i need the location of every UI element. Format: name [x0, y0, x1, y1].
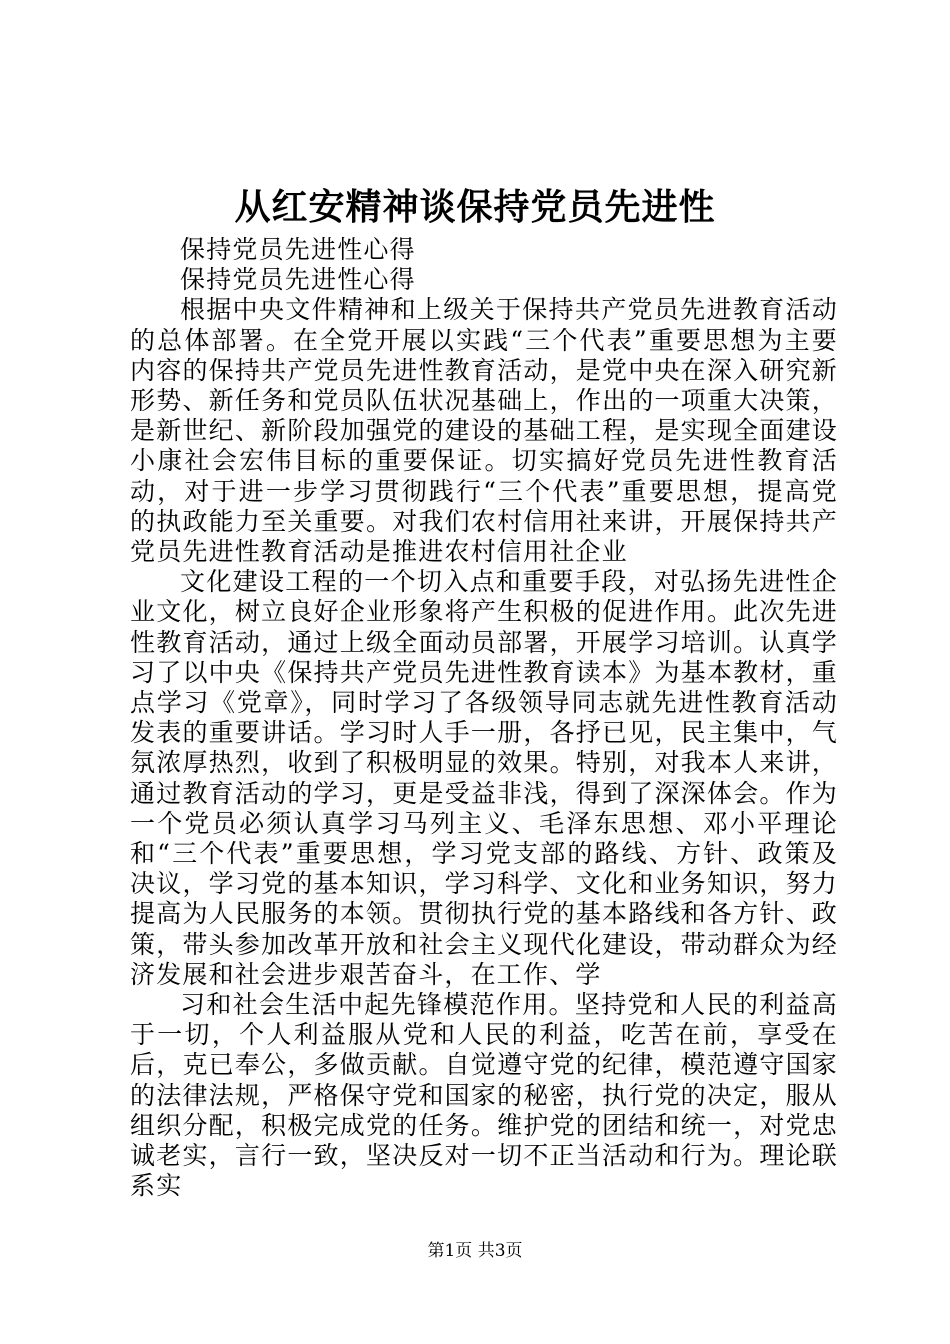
document-body: [130, 235, 838, 1202]
subheading: 保持党员先进性心得: [180, 265, 416, 295]
paragraph: 根据中央文件精神和上级关于保持共产党员先进教育活动的总体部署。在全党开展以实践“三个代表”重要思想为主要内容的保持共产党员先进性教育活动，是党中央在深入研究新形势、新任务和党员队伍状况基础上，作出的一项重大决策，是新世纪、新阶段加强党的建设的基础工程，是实现全面建设小康社会宏伟目标的重要保证。切实搞好党员先进性教育活动，对于进一步学习贯彻践行“三个代表”重要思想，提高党的执政能力至关重要。对我们农村信用社来讲，开展保持共产党员先进性教育活动是推进农村信用社企业: [130, 295, 838, 567]
paragraph: 习和社会生活中起先锋模范作用。坚持党和人民的利益高于一切，个人利益服从党和人民的利益，吃苦在前，享受在后，克已奉公，多做贡献。自觉遵守党的纪律，模范遵守国家的法律法规，严格保守党和国家的秘密，执行党的决定，服从组织分配，积极完成党的任务。维护党的团结和统一，对党忠诚老实，言行一致，坚决反对一切不正当活动和行为。理论联系实: [130, 990, 838, 1201]
page-number-footer: 第1页 共3页: [427, 1241, 523, 1261]
document-title: 从红安精神谈保持党员先进性: [234, 186, 716, 228]
subheading: 保持党员先进性心得: [180, 235, 416, 264]
paragraph: 文化建设工程的一个切入点和重要手段，对弘扬先进性企业文化，树立良好企业形象将产生积极的促进作用。此次先进性教育活动，通过上级全面动员部署，开展学习培训。认真学习了以中央《保持共产党员先进性教育读本》为基本教材，重点学习《党章》，同时学习了各级领导同志就先进性教育活动发表的重要讲话。学习时人手一册，各抒已见，民主集中，气氛浓厚热烈，收到了积极明显的效果。特别，对我本人来讲，通过教育活动的学习，更是受益非浅，得到了深深体会。作为一个党员必须认真学习马列主义、毛泽东思想、邓小平理论和“三个代表”重要思想，学习党支部的路线、方针、政策及决议，学习党的基本知识，学习科学、文化和业务知识，努力提高为人民服务的本领。贯彻执行党的基本路线和各方针、政策，带头参加改革开放和社会主义现代化建设，带动群众为经济发展和社会进步艰苦奋斗，在工作、学: [130, 567, 838, 989]
